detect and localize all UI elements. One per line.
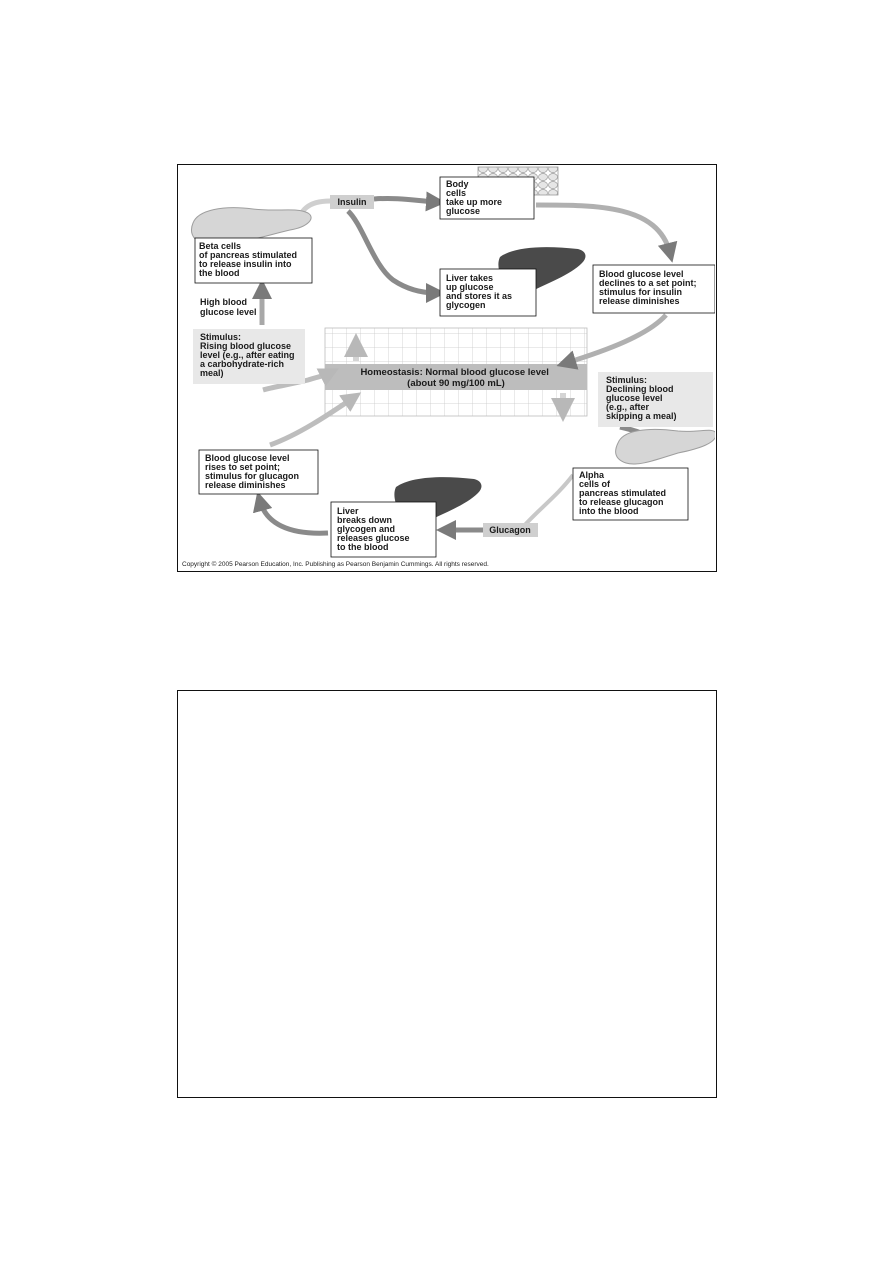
- glucagon-label: Glucagon: [489, 525, 531, 535]
- alpha-to-glucagon-arrow: [523, 475, 573, 527]
- body-cells-label: Body cells take up more glucose: [446, 179, 503, 216]
- body-cells-to-declines-arrow: [536, 205, 670, 253]
- liver-to-rises-arrow: [260, 501, 328, 533]
- insulin-label: Insulin: [337, 197, 367, 207]
- beta-cells-label: Beta cells of pancreas stimulated to release insulin into the blood: [199, 241, 298, 278]
- homeostasis-label: Homeostasis: Normal blood glucose level (about 90 mg/100 mL): [360, 367, 549, 389]
- rises-label: Blood glucose level rises to set point; stimulus for glucagon release diminishes: [205, 453, 300, 490]
- pancreas-alpha-icon: [616, 429, 715, 464]
- rising-stimulus-label: Stimulus: Rising blood glucose level (e.g., after eating a carbohydrate-rich meal): [200, 332, 295, 378]
- alpha-cells-label: Alpha cells of pancreas stimulated to release glucagon into the blood: [579, 470, 667, 516]
- high-blood-glucose-label: High blood glucose level: [200, 297, 257, 317]
- liver-takes-label: Liver takes up glucose and stores it as glycogen: [446, 273, 513, 310]
- glucose-homeostasis-diagram: [178, 165, 715, 570]
- rises-to-homeostasis-arrow: [270, 398, 353, 445]
- diagram-slide: [177, 164, 717, 572]
- liver-breaks-label: Liver breaks down glycogen and releases glucose to the blood: [337, 506, 410, 552]
- insulin-to-liver-arrow: [348, 211, 436, 293]
- declines-label: Blood glucose level declines to a set point; stimulus for insulin release diminishes: [599, 269, 697, 306]
- copyright-notice: Copyright © 2005 Pearson Education, Inc. Publishing as Pearson Benjamin Cummings. All rights reserved.: [182, 561, 489, 568]
- insulin-to-body-cells-arrow: [374, 198, 436, 202]
- declining-stimulus-label: Stimulus: Declining blood glucose level (e.g., after skipping a meal): [606, 375, 677, 421]
- blank-notes-frame: [177, 690, 717, 1098]
